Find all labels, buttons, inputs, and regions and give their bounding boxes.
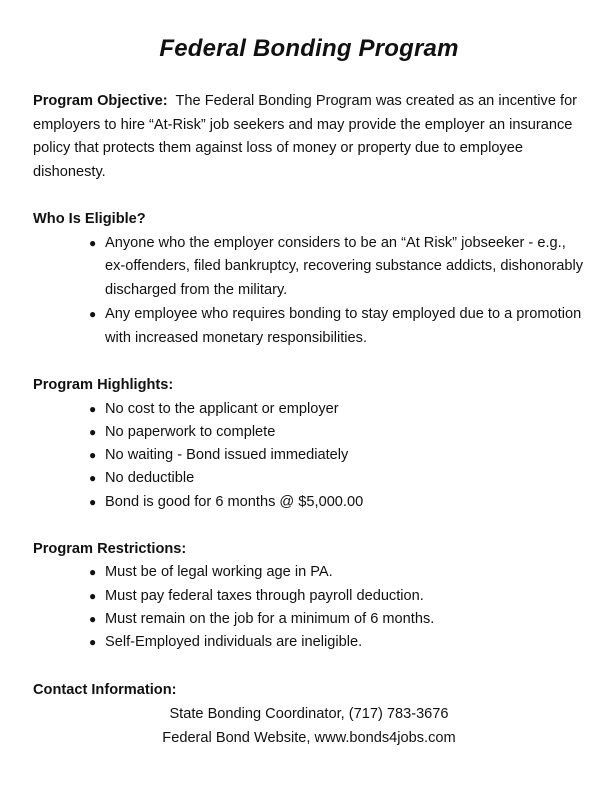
- bullet-icon: ●: [89, 635, 97, 650]
- list-item-text: Self-Employed individuals are ineligible.: [105, 634, 363, 651]
- list-item-text: No cost to the applicant or employer: [105, 400, 339, 417]
- program-objective-text: The Federal Bonding Program was created as an incentive for employers to hire “At-Risk” job seekers and may provide the employer an insurance policy that protects them against loss of money or property due to employee dishonesty.: [33, 93, 578, 180]
- bullet-icon: ●: [89, 588, 97, 603]
- bullet-icon: ●: [89, 565, 97, 580]
- list-item-text: Anyone who the employer considers to be an “At Risk” jobseeker - e.g., ex-offenders, filed bankruptcy, recovering substance addicts, dishonorably discharged from the military.: [105, 234, 584, 298]
- bullet-icon: ●: [89, 494, 97, 509]
- restrictions-list: [33, 561, 585, 654]
- list-item-text: Bond is good for 6 months @ $5,000.00: [105, 493, 364, 510]
- list-item: [89, 398, 585, 421]
- list-item: [89, 585, 585, 608]
- bullet-icon: ●: [89, 471, 97, 486]
- contact-website-line: Federal Bond Website, www.bonds4jobs.com: [162, 730, 456, 747]
- bullet-icon: ●: [89, 401, 97, 416]
- list-item: [89, 303, 585, 350]
- bullet-icon: ●: [89, 235, 97, 250]
- restrictions-section: [33, 538, 585, 655]
- eligibility-section: [33, 208, 585, 350]
- list-item: [89, 467, 585, 490]
- list-item: [89, 232, 585, 303]
- highlights-heading: Program Highlights:: [33, 377, 174, 393]
- list-item-text: No waiting - Bond issued immediately: [105, 447, 349, 464]
- list-item-text: No paperwork to complete: [105, 423, 276, 440]
- list-item: [89, 421, 585, 444]
- eligibility-list: [33, 232, 585, 351]
- bullet-icon: ●: [89, 424, 97, 439]
- list-item: [89, 444, 585, 467]
- contact-section: [33, 679, 585, 751]
- list-item: [89, 608, 585, 631]
- contact-heading: Contact Information:: [33, 681, 177, 698]
- contact-phone-line: State Bonding Coordinator, (717) 783-3676: [169, 706, 449, 723]
- bullet-icon: ●: [89, 612, 97, 627]
- page-title: Federal Bonding Program: [159, 35, 459, 62]
- list-item-text: Must pay federal taxes through payroll deduction.: [105, 587, 424, 604]
- list-item: [89, 631, 585, 654]
- list-item-text: No deductible: [105, 470, 195, 487]
- list-item-text: Must be of legal working age in PA.: [105, 564, 333, 581]
- restrictions-heading: Program Restrictions:: [33, 540, 187, 557]
- list-item: [89, 561, 585, 584]
- highlights-list: [33, 398, 585, 514]
- list-item: [89, 491, 585, 514]
- highlights-section: [33, 374, 585, 514]
- bullet-icon: ●: [89, 307, 97, 321]
- program-objective-paragraph: [33, 90, 585, 184]
- list-item-text: Must remain on the job for a minimum of 6 months.: [105, 611, 435, 628]
- list-item-text: Any employee who requires bonding to stay employed due to a promotion with increased monetary responsibilities.: [105, 306, 582, 346]
- eligibility-heading: Who Is Eligible?: [33, 211, 146, 227]
- bullet-icon: ●: [89, 448, 97, 463]
- program-objective-label: Program Objective:: [33, 93, 168, 109]
